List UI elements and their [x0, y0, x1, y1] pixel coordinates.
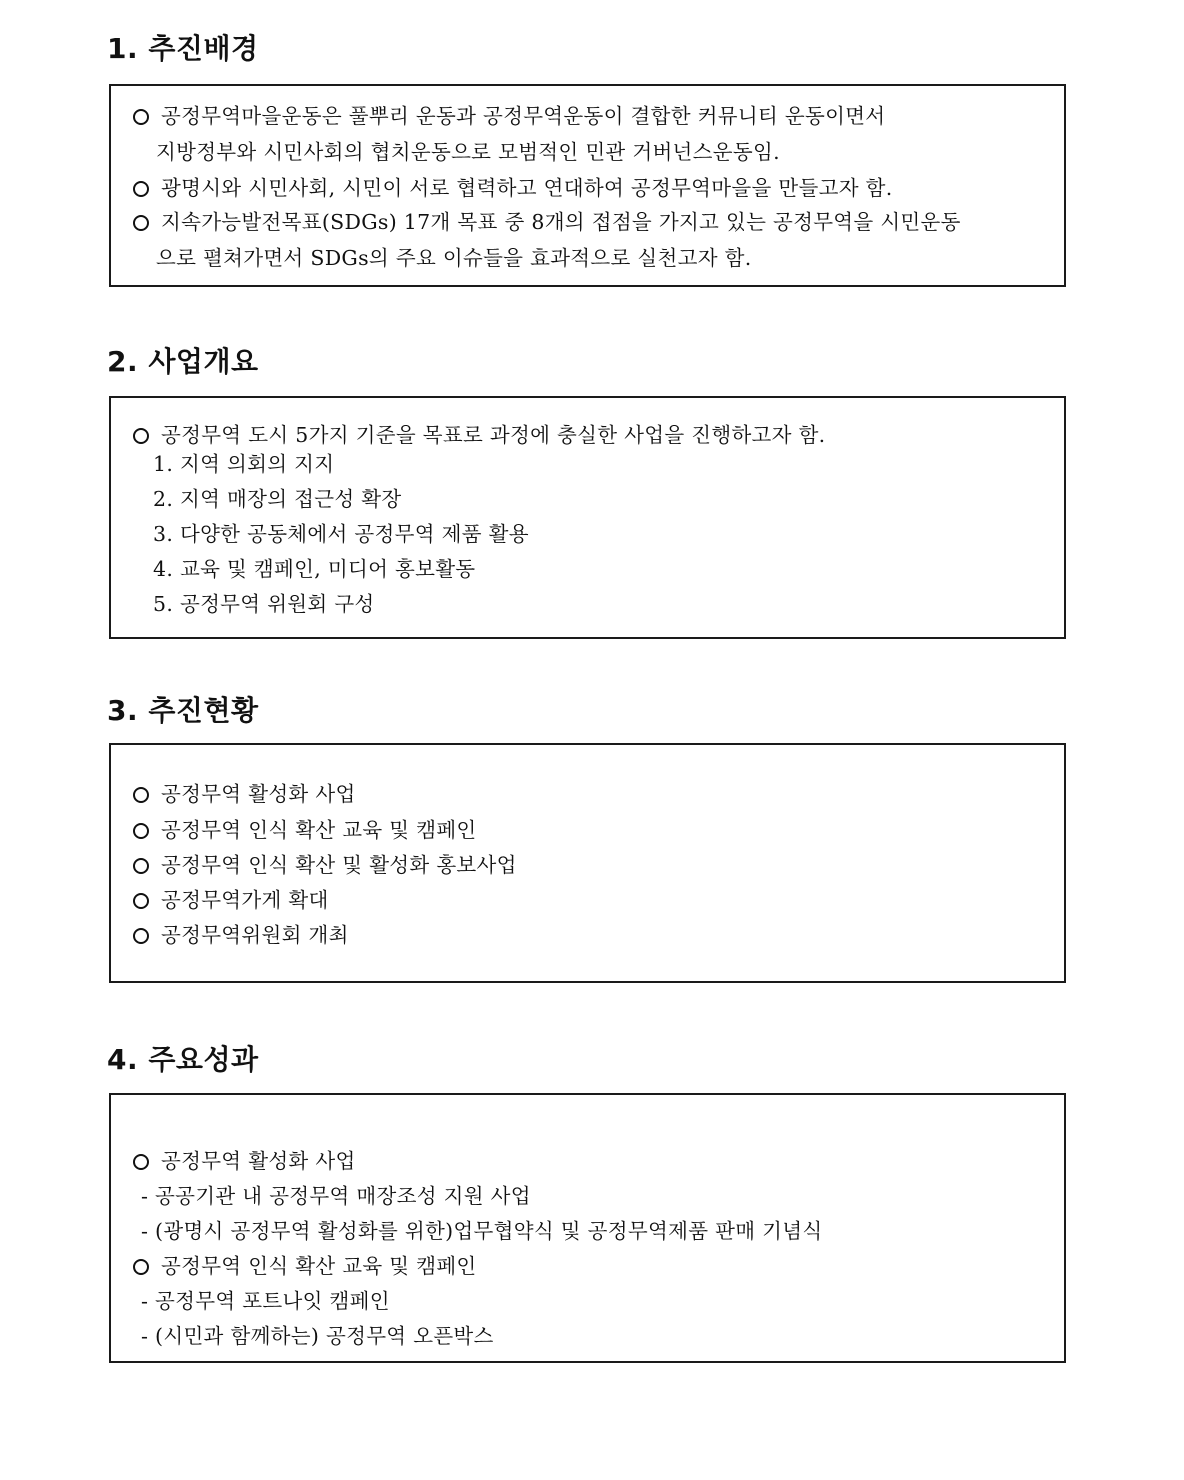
circle-bullet-icon — [133, 858, 149, 874]
background-text: 공정무역마을운동은 풀뿌리 운동과 공정무역운동이 결합한 커뮤니티 운동이면서 — [161, 104, 886, 128]
achievement-detail: - (광명시 공정무역 활성화를 위한)업무협약식 및 공정무역제품 판매 기념식 — [141, 1219, 823, 1243]
overview-intro-text: 공정무역 도시 5가지 기준을 목표로 과정에 충실한 사업을 진행하고자 함. — [161, 423, 826, 447]
circle-bullet-icon — [133, 893, 149, 909]
circle-bullet-icon — [133, 823, 149, 839]
status-item — [133, 886, 329, 914]
background-text: 지속가능발전목표(SDGs) 17개 목표 중 8개의 접점을 가지고 있는 공정무역을 시민운동 — [161, 210, 961, 234]
status-text: 공정무역 인식 확산 및 활성화 홍보사업 — [161, 853, 517, 877]
criteria-item: 1. 지역 의회의 지지 — [153, 452, 335, 476]
criteria-item: 4. 교육 및 캠페인, 미디어 홍보활동 — [153, 557, 476, 581]
background-item — [133, 174, 893, 202]
achievement-group-heading — [133, 1252, 477, 1280]
achievement-group-heading — [133, 1147, 356, 1175]
circle-bullet-icon — [133, 928, 149, 944]
status-text: 공정무역 인식 확산 교육 및 캠페인 — [161, 818, 477, 842]
achievements-box — [109, 1093, 1066, 1363]
circle-bullet-icon — [133, 181, 149, 197]
achievement-heading-text: 공정무역 활성화 사업 — [161, 1149, 356, 1173]
status-item — [133, 780, 356, 808]
status-item — [133, 851, 517, 879]
circle-bullet-icon — [133, 787, 149, 803]
status-text: 공정무역 활성화 사업 — [161, 782, 356, 806]
circle-bullet-icon — [133, 109, 149, 125]
criteria-item: 3. 다양한 공동체에서 공정무역 제품 활용 — [153, 522, 529, 546]
background-item — [133, 102, 885, 130]
overview-intro — [133, 421, 826, 449]
background-box — [109, 84, 1066, 287]
background-text-continuation: 지방정부와 시민사회의 협치운동으로 모범적인 민관 거버넌스운동임. — [156, 140, 780, 164]
section-title-status: 3. 추진현황 — [107, 694, 259, 727]
section-title-overview: 2. 사업개요 — [107, 345, 259, 378]
status-box — [109, 743, 1066, 983]
status-item — [133, 816, 477, 844]
achievement-detail: - 공공기관 내 공정무역 매장조성 지원 사업 — [141, 1184, 531, 1208]
overview-box — [109, 396, 1066, 639]
section-title-achievements: 4. 주요성과 — [107, 1043, 259, 1076]
criteria-item: 2. 지역 매장의 접근성 확장 — [153, 487, 402, 511]
achievement-detail: - (시민과 함께하는) 공정무역 오픈박스 — [141, 1324, 494, 1348]
achievement-heading-text: 공정무역 인식 확산 교육 및 캠페인 — [161, 1254, 477, 1278]
circle-bullet-icon — [133, 428, 149, 444]
background-item — [133, 208, 961, 236]
background-text-continuation: 으로 펼쳐가면서 SDGs의 주요 이슈들을 효과적으로 실천고자 함. — [156, 246, 752, 270]
criteria-item: 5. 공정무역 위원회 구성 — [153, 592, 375, 616]
status-text: 공정무역가게 확대 — [161, 888, 329, 912]
status-item — [133, 921, 349, 949]
status-text: 공정무역위원회 개최 — [161, 923, 349, 947]
background-text: 광명시와 시민사회, 시민이 서로 협력하고 연대하여 공정무역마을을 만들고자 함. — [161, 176, 893, 200]
achievement-detail: - 공정무역 포트나잇 캠페인 — [141, 1289, 390, 1313]
circle-bullet-icon — [133, 215, 149, 231]
circle-bullet-icon — [133, 1259, 149, 1275]
circle-bullet-icon — [133, 1154, 149, 1170]
section-title-background: 1. 추진배경 — [107, 32, 259, 65]
